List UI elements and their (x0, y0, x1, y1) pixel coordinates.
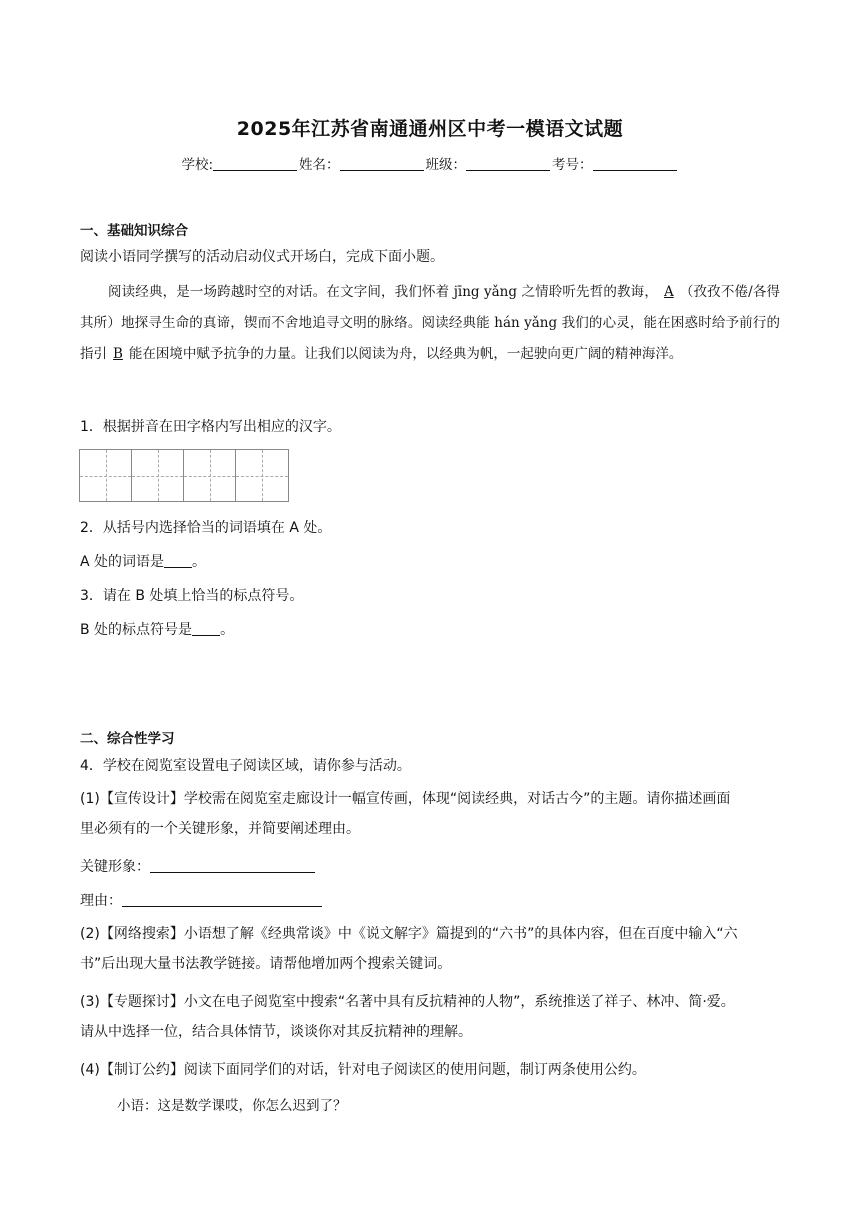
school-label: 学校: (181, 157, 214, 173)
q4-2-line2: 书”后出现大量书法教学链接。请帮他增加两个搜索关键词。 (80, 956, 452, 972)
reason-line (80, 890, 322, 910)
q2-answer-blank[interactable] (164, 553, 192, 568)
tianzige-cell[interactable] (236, 450, 288, 501)
q3-answer-label: B 处的标点符号是 (80, 622, 193, 638)
class-label: 班级： (425, 157, 467, 173)
tianzige-cell[interactable] (132, 450, 184, 501)
key-image-line (80, 856, 315, 876)
name-label: 姓名： (299, 157, 340, 173)
section2-heading: 二、综合性学习 (80, 731, 175, 747)
question-1: 1．根据拼音在田字格内写出相应的汉字。 (80, 419, 341, 435)
reason-blank[interactable] (122, 892, 322, 907)
q4-1-line1: (1)【宣传设计】学校需在阅览室走廊设计一幅宣传画，体现“阅读经典，对话古今”的主题。请你描述画面 (80, 791, 731, 807)
q4-3-line1: (3)【专题探讨】小文在电子阅览室中搜索“名著中具有反抗精神的人物”，系统推送了祥子、林冲、简·爱。 (80, 994, 735, 1010)
tianzige-grid[interactable] (79, 449, 289, 502)
q2-end-mark: 。 (192, 554, 207, 570)
question-4: 4．学校在阅览室设置电子阅读区域，请你参与活动。 (80, 758, 411, 774)
question-3-answer (80, 619, 234, 639)
question-2: 2．从括号内选择恰当的词语填在 A 处。 (80, 520, 332, 536)
number-label: 考号： (552, 157, 593, 173)
passage-part-2: （孜孜不倦/各得其所）地探寻生命的真谛，锲而不舍地追寻文明的脉络。阅读经典能 hán yǎng 我们的心灵，能在困惑时给予前行的指引 (80, 284, 780, 362)
tianzige-cell[interactable] (80, 450, 132, 501)
q3-answer-blank[interactable] (192, 621, 220, 636)
key-image-label: 关键形象： (80, 859, 150, 875)
q4-2-line1: (2)【网络搜索】小语想了解《经典常谈》中《说文解字》篇提到的“六书”的具体内容，但在百度中输入“六 (80, 926, 738, 942)
reading-passage (80, 277, 780, 370)
q3-end-mark: 。 (220, 622, 235, 638)
tianzige-cell[interactable] (184, 450, 236, 501)
question-4-4: (4)【制订公约】阅读下面同学们的对话，针对电子阅读区的使用问题，制订两条使用公约。 (80, 1062, 646, 1078)
student-info-line (0, 153, 860, 173)
q4-1-line2: 里必须有的一个关键形象，并简要阐述理由。 (80, 821, 360, 837)
q4-3-line2: 请从中选择一位，结合具体情节，谈谈你对其反抗精神的理解。 (80, 1024, 472, 1040)
section1-heading: 一、基础知识综合 (80, 223, 188, 239)
question-4-1 (80, 784, 785, 844)
mark-a: A (663, 284, 674, 300)
question-4-3 (80, 987, 785, 1047)
class-blank[interactable] (466, 156, 550, 171)
section1-intro: 阅读小语同学撰写的活动启动仪式开场白，完成下面小题。 (80, 249, 444, 265)
question-2-answer (80, 551, 206, 571)
passage-part-3: 能在困境中赋予抗争的力量。让我们以阅读为舟，以经典为帆，一起驶向更广阔的精神海洋。 (128, 346, 683, 362)
page-title: 2025年江苏省南通通州区中考一模语文试题 (236, 118, 624, 140)
question-3: 3．请在 B 处填上恰当的标点符号。 (80, 588, 304, 604)
key-image-blank[interactable] (150, 858, 315, 873)
mark-b: B (113, 346, 123, 362)
reason-label: 理由： (80, 893, 122, 909)
q2-answer-label: A 处的词语是 (80, 554, 165, 570)
name-blank[interactable] (340, 156, 424, 171)
school-blank[interactable] (213, 156, 297, 171)
passage-part-1: 阅读经典，是一场跨越时空的对话。在文字间，我们怀着 jīng yǎng 之情聆听先哲的教诲， (108, 284, 658, 300)
dialogue-line: 小语：这是数学课哎，你怎么迟到了？ (117, 1098, 347, 1114)
number-blank[interactable] (593, 156, 677, 171)
question-4-2 (80, 919, 785, 979)
